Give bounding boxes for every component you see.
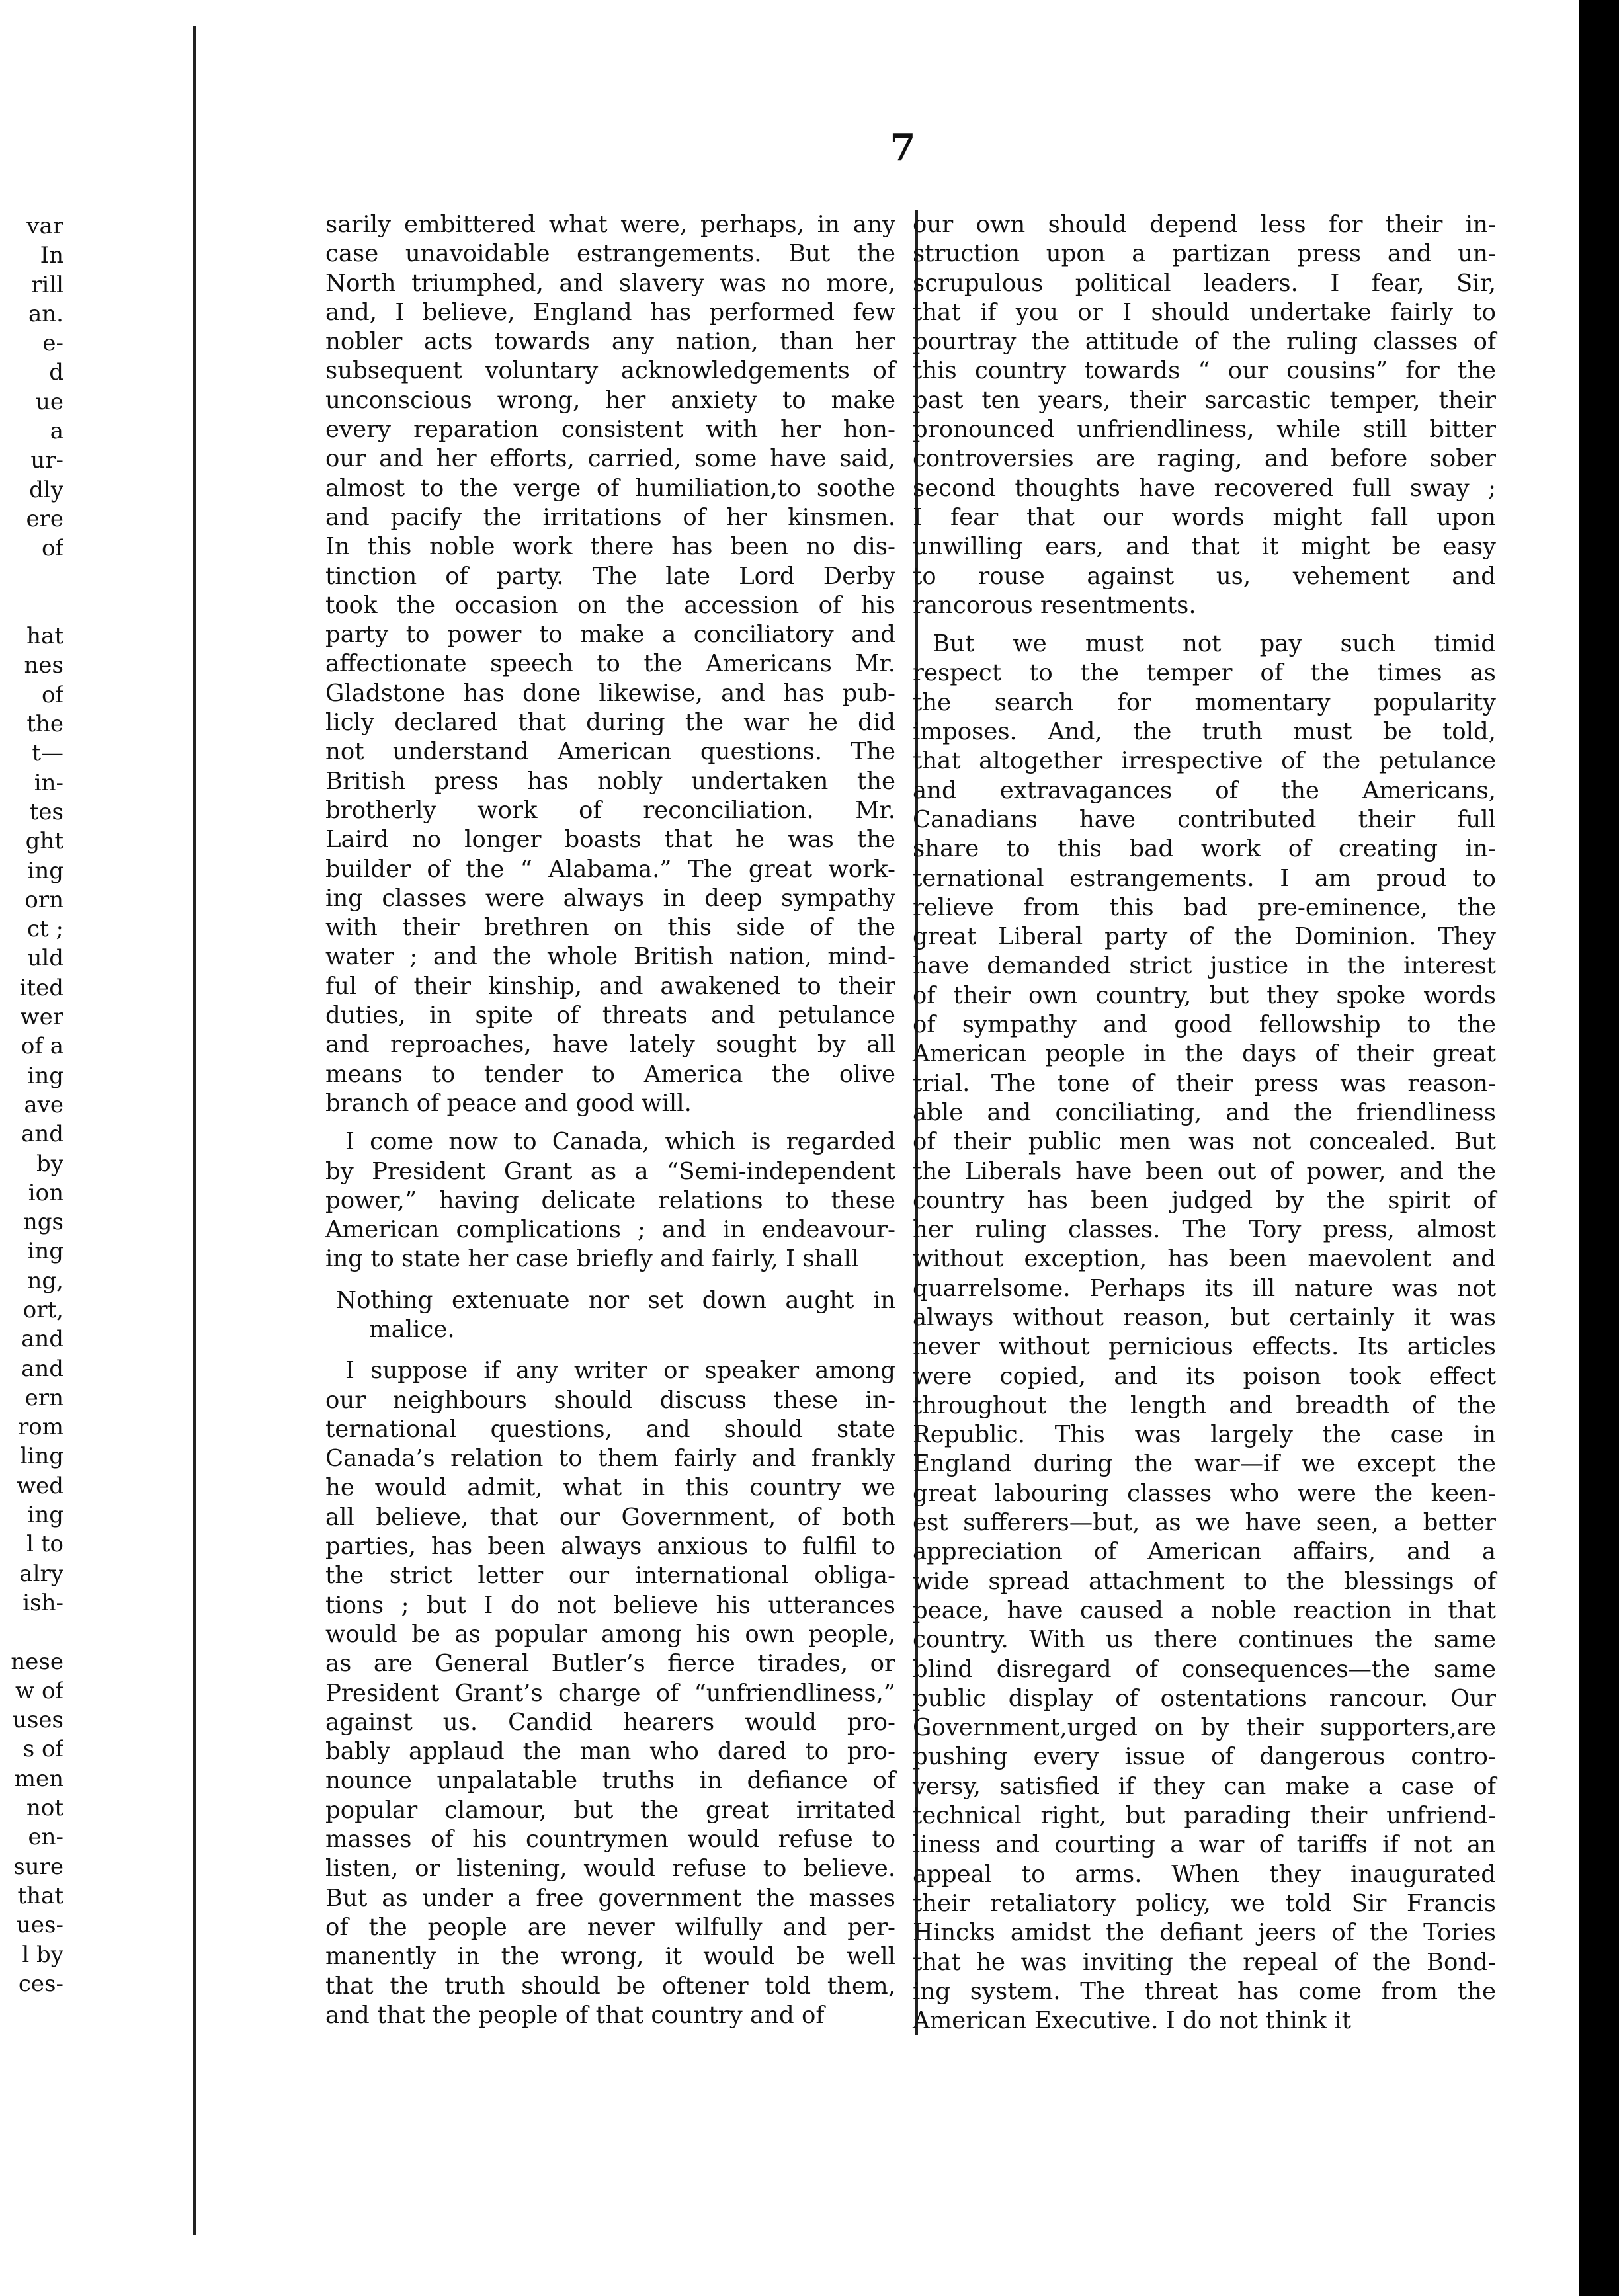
quote-line: malice. [369, 1315, 455, 1343]
text-line: est sufferers—but, as we have seen, a better [913, 1509, 1496, 1537]
margin-fragment: ues- [17, 1912, 63, 1939]
text-line: relieve from this bad pre-eminence, the [913, 893, 1496, 921]
text-line: and extravagances of the Americans, [913, 776, 1496, 804]
text-line: sarily embittered what were, perhaps, in any [325, 211, 895, 238]
margin-fragment: en- [28, 1824, 63, 1851]
text-line: were copied, and its poison took effect [913, 1362, 1496, 1390]
margin-fragment: ing [27, 1062, 63, 1089]
text-line: bably applaud the man who dared to pro- [325, 1738, 895, 1766]
text-line: unwilling ears, and that it might be easy [913, 533, 1496, 561]
text-line: ing to state her case briefly and fairly, I shall [325, 1245, 859, 1273]
text-line: that if you or I should undertake fairly to [913, 298, 1496, 326]
margin-fragment: In [40, 242, 63, 269]
text-line: party to power to make a conciliatory and [325, 621, 895, 649]
page-gutter-rule [193, 26, 196, 2235]
margin-fragment: ern [24, 1384, 63, 1411]
margin-fragment: nes [24, 652, 63, 679]
text-line: Laird no longer boasts that he was the [325, 826, 895, 854]
text-line: American Executive. I do not think it [913, 2007, 1352, 2035]
margin-fragment: ue [35, 388, 63, 415]
margin-fragment: not [26, 1795, 63, 1822]
text-line: the Liberals have been out of power, and the [913, 1157, 1496, 1185]
text-line: tinction of party. The late Lord Derby [325, 562, 895, 590]
page-number: 7 [890, 126, 916, 169]
text-line: means to tender to America the olive [325, 1060, 895, 1088]
margin-fragment: e- [42, 330, 63, 357]
text-line: American complications ; and in endeavour- [325, 1216, 895, 1244]
text-line: I fear that our words might fall upon [913, 503, 1496, 531]
margin-fragment: ion [28, 1179, 63, 1206]
text-line: duties, in spite of threats and petulance [325, 1002, 895, 1030]
text-line: this country towards “ our cousins” for the [913, 357, 1496, 385]
text-line: nobler acts towards any nation, than her [325, 328, 895, 356]
text-line: Gladstone has done likewise, and has pub- [325, 679, 895, 707]
margin-fragment: ng, [27, 1267, 63, 1294]
margin-fragment: uld [27, 945, 63, 972]
text-line: ful of their kinship, and awakened to their [325, 972, 895, 1000]
margin-fragment: and [21, 1355, 63, 1382]
text-line: our own should depend less for their in- [913, 211, 1496, 238]
right-paragraph-1 [913, 210, 1496, 620]
text-line: as are General Butler’s fierce tirades, or [325, 1650, 895, 1678]
text-line: versy, satisfied if they can make a case of [913, 1772, 1496, 1800]
text-line: pourtray the attitude of the ruling classes of [913, 328, 1496, 356]
text-line: that altogether irrespective of the petulance [913, 747, 1496, 775]
margin-fragment: dly [29, 476, 63, 503]
margin-fragment: a [50, 418, 63, 445]
text-line: of their own country, but they spoke words [913, 981, 1496, 1009]
margin-fragment: of [41, 535, 63, 562]
margin-fragment: ited [19, 974, 63, 1001]
text-line: technical right, but parading their unfriend- [913, 1802, 1496, 1830]
margin-fragment: rill [31, 271, 63, 298]
margin-fragment: wer [20, 1004, 63, 1031]
margin-fragment: ing [27, 1238, 63, 1265]
text-line: unconscious wrong, her anxiety to make [325, 386, 895, 414]
text-line: second thoughts have recovered full sway ; [913, 474, 1496, 502]
margin-fragment: and [21, 1121, 63, 1148]
margin-fragment: ere [26, 505, 63, 532]
text-line: ternational estrangements. I am proud to [913, 864, 1496, 892]
text-line: would be as popular among his own people, [325, 1620, 895, 1648]
margin-fragment: hat [26, 623, 63, 650]
margin-fragment: uses [13, 1707, 63, 1734]
margin-fragment: d [49, 359, 63, 386]
margin-fragment: and [21, 1326, 63, 1353]
text-line: have demanded strict justice in the interest [913, 952, 1496, 980]
text-line: all believe, that our Government, of both [325, 1503, 895, 1531]
quote-line: Nothing extenuate nor set down aught in [336, 1286, 895, 1314]
margin-fragment: ort, [22, 1296, 63, 1323]
text-line: that he was inviting the repeal of the Bond- [913, 1948, 1496, 1976]
text-line: American people in the days of their great [913, 1040, 1496, 1068]
text-line: But as under a free government the masses [325, 1884, 895, 1912]
text-line: manently in the wrong, it would be well [325, 1943, 895, 1971]
text-line: trial. The tone of their press was reason- [913, 1069, 1496, 1097]
text-line: popular clamour, but the great irritated [325, 1796, 895, 1824]
quotation [325, 1286, 895, 1345]
text-line: But we must not pay such timid [933, 630, 1496, 658]
text-line: British press has nobly undertaken the [325, 767, 895, 795]
text-line: not understand American questions. The [325, 738, 895, 766]
margin-fragment: ing [27, 1502, 63, 1529]
text-line: Hincks amidst the defiant jeers of the Tories [913, 1919, 1496, 1947]
text-line: took the occasion on the accession of his [325, 591, 895, 619]
text-line: respect to the temper of the times as [913, 659, 1496, 687]
margin-fragment [0, 563, 63, 593]
text-line: great labouring classes who were the keen- [913, 1479, 1496, 1507]
text-line: controversies are raging, and before sober [913, 445, 1496, 473]
text-line: able and conciliating, and the friendliness [913, 1098, 1496, 1126]
text-line: their retaliatory policy, we told Sir Francis [913, 1889, 1496, 1917]
margin-fragment: of a [21, 1033, 63, 1060]
text-line: wide spread attachment to the blessings of [913, 1567, 1496, 1595]
margin-fragment: alry [19, 1560, 63, 1587]
text-line: Canadians have contributed their full [913, 805, 1496, 833]
text-line: ternational questions, and should state [325, 1415, 895, 1443]
text-line: that the truth should be oftener told them, [325, 1972, 895, 2000]
text-line: the search for momentary popularity [913, 688, 1496, 716]
text-line: appreciation of American affairs, and a [913, 1538, 1496, 1566]
margin-fragment: ct ; [27, 916, 63, 943]
text-line: North triumphed, and slavery was no more, [325, 269, 895, 297]
text-line: ing system. The threat has come from the [913, 1977, 1496, 2005]
text-line: parties, has been always anxious to fulfil to [325, 1533, 895, 1561]
text-line: our and her efforts, carried, some have said, [325, 445, 895, 473]
text-line: Government,urged on by their supporters,are [913, 1714, 1496, 1742]
margin-fragment: ish- [22, 1589, 63, 1616]
text-line: against us. Candid hearers would pro- [325, 1708, 895, 1736]
text-line: scrupulous political leaders. I fear, Sir, [913, 269, 1496, 297]
margin-fragment: ling [20, 1443, 63, 1470]
margin-fragment: ave [24, 1091, 63, 1118]
text-line: peace, have caused a noble reaction in that [913, 1596, 1496, 1624]
text-line: Republic. This was largely the case in [913, 1421, 1496, 1449]
text-line: affectionate speech to the Americans Mr. [325, 650, 895, 678]
text-line: licly declared that during the war he did [325, 709, 895, 737]
right-column [913, 210, 1496, 2035]
text-line: President Grant’s charge of “unfriendliness,” [325, 1679, 895, 1707]
text-line: country. With us there continues the same [913, 1626, 1496, 1654]
text-line: ing classes were always in deep sympathy [325, 884, 895, 912]
margin-fragment: ngs [22, 1209, 63, 1236]
margin-fragment: wed [17, 1472, 63, 1499]
text-line: struction upon a partizan press and un- [913, 240, 1496, 268]
text-line: power,” having delicate relations to these [325, 1186, 895, 1214]
text-line: of sympathy and good fellowship to the [913, 1011, 1496, 1039]
margin-fragment: l to [26, 1531, 63, 1558]
margin-fragment: ght [25, 828, 63, 855]
margin-fragment: rom [18, 1414, 63, 1441]
text-line: past ten years, their sarcastic temper, their [913, 386, 1496, 414]
text-line: every reparation consistent with her hon- [325, 416, 895, 444]
margin-fragment: sure [13, 1853, 63, 1880]
text-line: I suppose if any writer or speaker among [345, 1357, 895, 1385]
text-line: blind disregard of consequences—the same [913, 1655, 1496, 1683]
text-line: branch of peace and good will. [325, 1089, 692, 1117]
text-line: brotherly work of reconciliation. Mr. [325, 796, 895, 824]
margin-fragment: that [17, 1882, 63, 1909]
margin-fragment [0, 593, 63, 622]
left-paragraph-2 [325, 1128, 895, 1274]
margin-fragment: in- [34, 769, 63, 796]
text-line: share to this bad work of creating in- [913, 835, 1496, 863]
text-line: almost to the verge of humiliation,to soothe [325, 474, 895, 502]
text-line: great Liberal party of the Dominion. They [913, 923, 1496, 951]
margin-fragment: ces- [18, 1970, 63, 1997]
text-line: our neighbours should discuss these in- [325, 1386, 895, 1414]
margin-fragment: s of [22, 1736, 63, 1763]
margin-fragment: by [36, 1150, 63, 1177]
text-line: appeal to arms. When they inaugurated [913, 1860, 1496, 1888]
text-line: In this noble work there has been no dis- [325, 533, 895, 561]
text-line: England during the war—if we except the [913, 1450, 1496, 1478]
text-line: tions ; but I do not believe his utterances [325, 1591, 895, 1619]
text-line: masses of his countrymen would refuse to [325, 1826, 895, 1854]
margin-fragment: tes [29, 798, 63, 825]
text-line: pushing every issue of dangerous contro- [913, 1743, 1496, 1771]
text-line: case unavoidable estrangements. But the [325, 240, 895, 268]
text-line: always without reason, but certainly it was [913, 1303, 1496, 1331]
text-line: and, I believe, England has performed few [325, 298, 895, 326]
text-line: nounce unpalatable truths in defiance of [325, 1767, 895, 1795]
text-line: listen, or listening, would refuse to believe. [325, 1855, 895, 1883]
previous-page-margin-fragments [0, 212, 63, 1998]
text-line: builder of the “ Alabama.” The great work- [325, 855, 895, 883]
text-line: water ; and the whole British nation, mind- [325, 943, 895, 971]
left-column [325, 210, 895, 2030]
text-line: her ruling classes. The Tory press, almost [913, 1216, 1496, 1244]
text-line: he would admit, what in this country we [325, 1474, 895, 1502]
margin-fragment: ur- [30, 447, 63, 474]
margin-fragment: var [26, 213, 63, 239]
margin-fragment: w of [15, 1677, 63, 1704]
text-line: to rouse against us, vehement and [913, 562, 1496, 590]
margin-fragment: of [41, 681, 63, 708]
text-line: of the people are never wilfully and per- [325, 1913, 895, 1941]
text-line: Canada’s relation to them fairly and frankly [325, 1445, 895, 1473]
text-line: throughout the length and breadth of the [913, 1391, 1496, 1419]
margin-fragment: t— [32, 740, 63, 767]
margin-fragment: nese [11, 1648, 63, 1675]
text-line: never without pernicious effects. Its articles [913, 1333, 1496, 1361]
text-line: and reproaches, have lately sought by all [325, 1031, 895, 1059]
margin-fragment: the [26, 711, 63, 738]
text-line: by President Grant as a “Semi-independent [325, 1157, 895, 1185]
text-line: subsequent voluntary acknowledgements of [325, 357, 895, 385]
scan-dark-edge [1579, 0, 1619, 2296]
left-paragraph-3 [325, 1356, 895, 2030]
text-line: the strict letter our international obliga- [325, 1562, 895, 1590]
text-line: and that the people of that country and of [325, 2001, 825, 2029]
left-paragraph-1 [325, 210, 895, 1118]
right-paragraph-2 [913, 630, 1496, 2035]
text-line: liness and courting a war of tariffs if not an [913, 1831, 1496, 1859]
text-line: rancorous resentments. [913, 591, 1196, 619]
text-line: country has been judged by the spirit of [913, 1186, 1496, 1214]
margin-fragment [0, 1618, 63, 1647]
text-line: pronounced unfriendliness, while still bitter [913, 416, 1496, 444]
text-line: I come now to Canada, which is regarded [345, 1128, 895, 1156]
margin-fragment: ing [27, 857, 63, 884]
text-line: and pacify the irritations of her kinsmen. [325, 503, 895, 531]
text-line: without exception, has been maevolent and [913, 1245, 1496, 1273]
margin-fragment: orn [24, 886, 63, 913]
margin-fragment: an. [28, 300, 63, 327]
margin-fragment: men [14, 1765, 63, 1792]
text-line: imposes. And, the truth must be told, [913, 718, 1496, 746]
text-line: with their brethren on this side of the [325, 914, 895, 942]
margin-fragment: l by [22, 1941, 63, 1968]
text-line: quarrelsome. Perhaps its ill nature was not [913, 1274, 1496, 1302]
text-line: of their public men was not concealed. But [913, 1128, 1496, 1156]
text-line: public display of ostentations rancour. Our [913, 1684, 1496, 1712]
